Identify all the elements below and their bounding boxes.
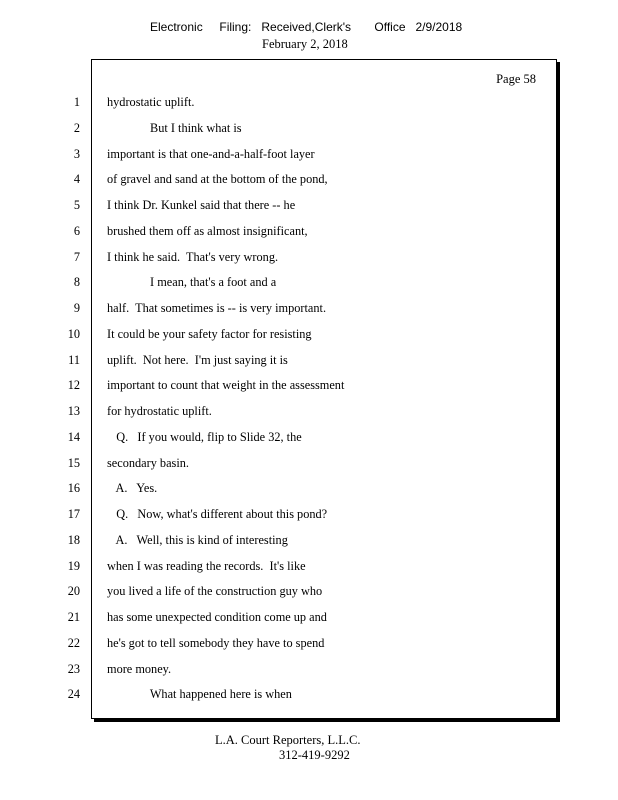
transcript-line	[0, 300, 618, 326]
line-number: 23	[67, 661, 80, 676]
transcript-line	[0, 609, 618, 635]
transcript-line	[0, 635, 618, 661]
line-number: 11	[68, 352, 80, 367]
line-text: uplift. Not here. I'm just saying it is	[107, 352, 288, 367]
line-number: 15	[67, 455, 80, 470]
line-number: 24	[67, 687, 80, 702]
line-text: secondary basin.	[107, 455, 189, 470]
transcript-line	[0, 583, 618, 609]
line-number: 3	[73, 146, 80, 161]
transcript-line	[0, 686, 618, 712]
transcript-line	[0, 429, 618, 455]
transcript-line	[0, 171, 618, 197]
transcript-line	[0, 480, 618, 506]
transcript-line	[0, 377, 618, 403]
line-text: important to count that weight in the assessment	[107, 378, 345, 393]
line-number: 10	[67, 326, 80, 341]
line-text: Q. If you would, flip to Slide 32, the	[107, 429, 302, 444]
line-text: I mean, that's a foot and a	[107, 275, 277, 290]
transcript-line	[0, 94, 618, 120]
transcript-line	[0, 197, 618, 223]
transcript-line	[0, 455, 618, 481]
line-number: 5	[73, 198, 80, 212]
line-number: 9	[73, 301, 80, 315]
transcript-line	[0, 326, 618, 352]
line-number: 6	[73, 223, 80, 238]
transcript-line	[0, 506, 618, 532]
line-text: Q. Now, what's different about this pond?	[107, 507, 328, 521]
line-text: for hydrostatic uplift.	[107, 404, 212, 418]
transcript-line	[0, 403, 618, 429]
line-number: 2	[73, 120, 80, 135]
line-number: 4	[73, 172, 80, 187]
line-number: 20	[67, 584, 80, 599]
transcript-line	[0, 223, 618, 249]
line-number: 7	[73, 249, 80, 264]
line-text: important is that one-and-a-half-foot layer	[107, 146, 315, 161]
line-number: 19	[67, 558, 80, 573]
line-text: A. Well, this is kind of interesting	[107, 532, 288, 547]
transcript-line	[0, 274, 618, 300]
transcript-lines	[0, 94, 618, 712]
line-number: 21	[67, 610, 80, 624]
line-text: more money.	[107, 661, 172, 676]
line-number: 1	[73, 95, 80, 109]
line-text: But I think what is	[107, 120, 242, 135]
line-text: What happened here is when	[107, 687, 292, 702]
line-number: 18	[67, 532, 80, 547]
transcript-line	[0, 146, 618, 172]
transcript-line	[0, 120, 618, 146]
reporter-phone: 312-419-9292	[279, 748, 350, 762]
line-text: he's got to tell somebody they have to spend	[107, 635, 325, 650]
line-number: 22	[67, 635, 80, 650]
page-number: Page 58	[496, 72, 536, 86]
line-text: you lived a life of the construction guy who	[107, 584, 323, 599]
transcript-line	[0, 532, 618, 558]
line-number: 16	[67, 481, 80, 496]
reporter-company: L.A. Court Reporters, L.L.C.	[215, 733, 361, 747]
line-text: half. That sometimes is -- is very important.	[107, 301, 327, 315]
line-text: It could be your safety factor for resisting	[107, 326, 312, 341]
line-number: 13	[67, 404, 80, 418]
transcript-line	[0, 352, 618, 378]
line-number: 14	[67, 429, 80, 444]
line-text: I think Dr. Kunkel said that there -- he	[107, 198, 296, 212]
filing-stamp: Electronic Filing: Received,Clerk's Office 2/9/2018	[150, 20, 463, 34]
line-text: hydrostatic uplift.	[107, 95, 195, 109]
line-text: A. Yes.	[107, 481, 158, 496]
line-text: I think he said. That's very wrong.	[107, 249, 279, 264]
line-text: of gravel and sand at the bottom of the pond,	[107, 172, 328, 187]
line-text: when I was reading the records. It's like	[107, 558, 306, 573]
line-number: 8	[73, 275, 80, 290]
transcript-line	[0, 558, 618, 584]
transcript-line	[0, 661, 618, 687]
line-text: has some unexpected condition come up and	[107, 610, 327, 624]
filed-date: February 2, 2018	[262, 37, 348, 51]
line-number: 17	[67, 507, 80, 521]
line-number: 12	[67, 378, 80, 393]
line-text: brushed them off as almost insignificant,	[107, 223, 308, 238]
transcript-line	[0, 249, 618, 275]
